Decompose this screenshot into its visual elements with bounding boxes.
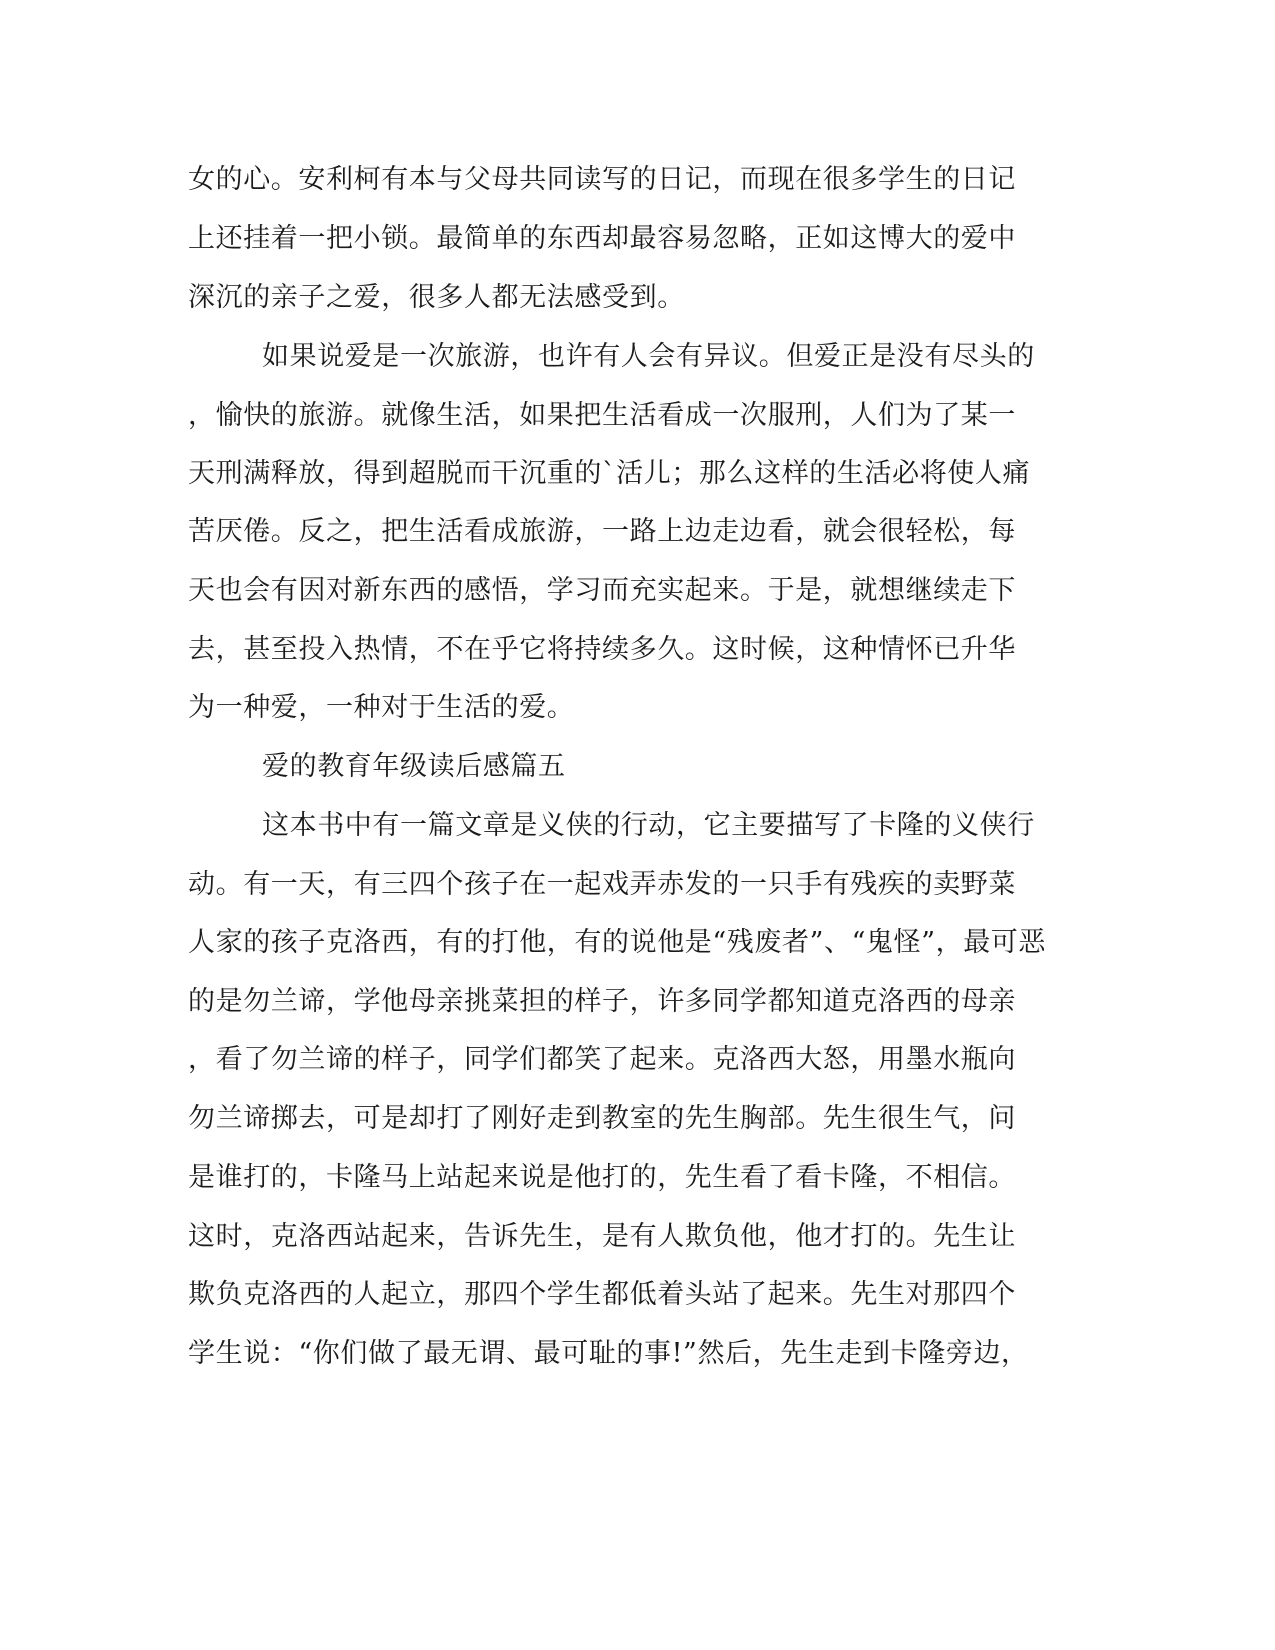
text-line: ，看了勿兰谛的样子，同学们都笑了起来。克洛西大怒，用墨水瓶向 <box>188 1044 1016 1075</box>
text-line: 这时，克洛西站起来，告诉先生，是有人欺负他，他才打的。先生让 <box>188 1221 1016 1252</box>
text-line: 天刑满释放，得到超脱而干沉重的`活儿；那么这样的生活必将使人痛 <box>188 458 1031 489</box>
paragraph-first-line: 如果说爱是一次旅游，也许有人会有异议。但爱正是没有尽头的 <box>262 341 1035 372</box>
text-line: 的是勿兰谛，学他母亲挑菜担的样子，许多同学都知道克洛西的母亲 <box>188 986 1016 1017</box>
text-line: 学生说：“你们做了最无谓、最可耻的事!”然后，先生走到卡隆旁边， <box>188 1338 1029 1369</box>
text-line: 深沉的亲子之爱，很多人都无法感受到。 <box>188 282 685 313</box>
text-line: 动。有一天，有三四个孩子在一起戏弄赤发的一只手有残疾的卖野菜 <box>188 869 1016 900</box>
text-line: 天也会有因对新东西的感悟，学习而充实起来。于是，就想继续走下 <box>188 575 1016 606</box>
text-line: 欺负克洛西的人起立，那四个学生都低着头站了起来。先生对那四个 <box>188 1279 1016 1310</box>
text-line: 女的心。安利柯有本与父母共同读写的日记，而现在很多学生的日记 <box>188 164 1016 195</box>
text-line: 去，甚至投入热情，不在乎它将持续多久。这时候，这种情怀已升华 <box>188 634 1016 665</box>
text-line: 是谁打的，卡隆马上站起来说是他打的，先生看了看卡隆，不相信。 <box>188 1162 1016 1193</box>
text-line: 勿兰谛掷去，可是却打了刚好走到教室的先生胸部。先生很生气，问 <box>188 1103 1016 1134</box>
text-line: 苦厌倦。反之，把生活看成旅游，一路上边走边看，就会很轻松，每 <box>188 516 1016 547</box>
text-line: 上还挂着一把小锁。最简单的东西却最容易忽略，正如这博大的爱中 <box>188 223 1016 254</box>
paragraph-first-line: 这本书中有一篇文章是义侠的行动，它主要描写了卡隆的义侠行 <box>262 810 1035 841</box>
text-line: 为一种爱，一种对于生活的爱。 <box>188 692 575 723</box>
text-line: ，愉快的旅游。就像生活，如果把生活看成一次服刑，人们为了某一 <box>188 400 1016 431</box>
text-line: 人家的孩子克洛西，有的打他，有的说他是“残废者”、“鬼怪”，最可恶 <box>188 927 1047 958</box>
section-heading: 爱的教育年级读后感篇五 <box>262 751 566 782</box>
